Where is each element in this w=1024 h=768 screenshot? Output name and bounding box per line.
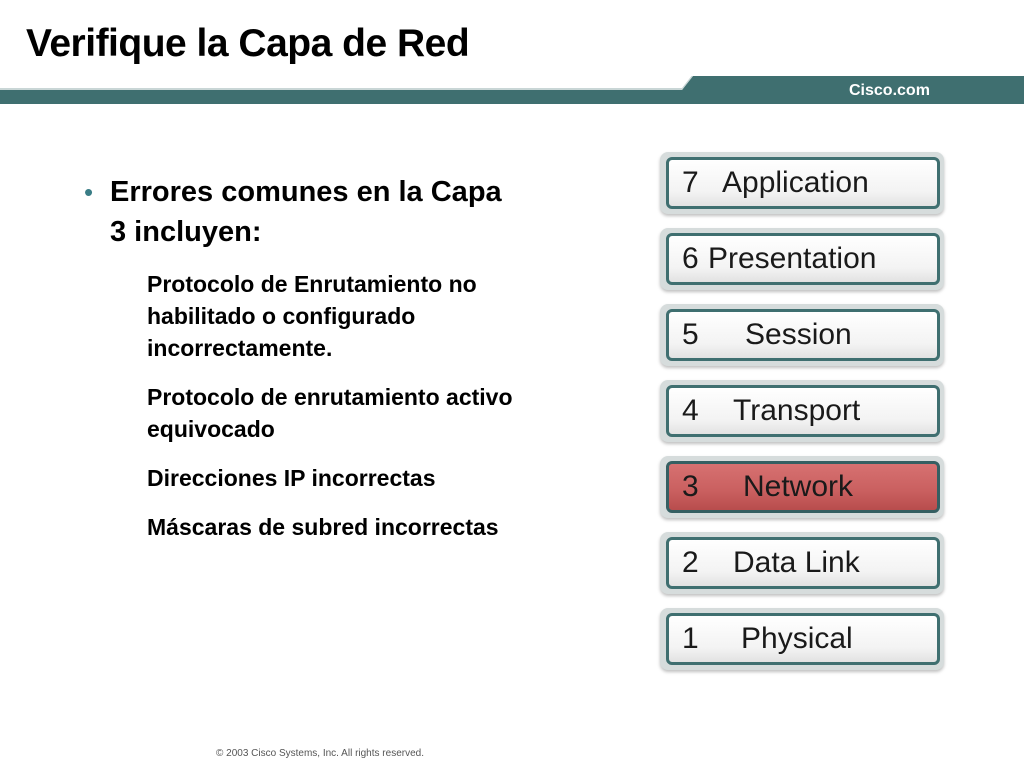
cisco-logo-text: Cisco.com bbox=[849, 82, 930, 99]
layer-name: Session bbox=[745, 318, 852, 351]
layer-name: Application bbox=[722, 166, 869, 199]
osi-layer-data-link bbox=[656, 528, 952, 598]
layer-name: Transport bbox=[733, 394, 861, 427]
layer-number: 1 bbox=[682, 622, 699, 655]
content-area bbox=[84, 172, 574, 560]
sub-bullet-item: Protocolo de enrutamiento activo equivocado bbox=[147, 384, 513, 442]
layer-name: Physical bbox=[741, 622, 853, 655]
layer-number: 5 bbox=[682, 318, 699, 351]
osi-layer-application bbox=[656, 148, 952, 218]
osi-layer-presentation bbox=[656, 224, 952, 294]
main-bullet-text: Errores comunes en la Capa 3 incluyen: bbox=[110, 176, 502, 248]
main-bullet bbox=[84, 172, 574, 252]
layer-number: 7 bbox=[682, 166, 699, 199]
layer-number: 6 bbox=[682, 242, 699, 275]
osi-layer-transport bbox=[656, 376, 952, 446]
osi-layer-session bbox=[656, 300, 952, 370]
layer-number: 3 bbox=[682, 470, 699, 503]
bullet-dot-icon: • bbox=[84, 177, 94, 207]
sub-bullet-item: Direcciones IP incorrectas bbox=[147, 465, 436, 491]
osi-layer-network bbox=[656, 452, 952, 522]
layer-number: 2 bbox=[682, 546, 699, 579]
layer-name: Data Link bbox=[733, 546, 860, 579]
osi-layer-physical bbox=[656, 604, 952, 674]
sub-bullet-list bbox=[147, 268, 574, 543]
osi-model-stack bbox=[656, 148, 952, 688]
sub-bullet-item: Máscaras de subred incorrectas bbox=[147, 514, 499, 540]
copyright-footer: © 2003 Cisco Systems, Inc. All rights reserved. bbox=[215, 748, 424, 759]
layer-number: 4 bbox=[682, 394, 699, 427]
sub-bullet-item: Protocolo de Enrutamiento no habilitado o configurado incorrectamente. bbox=[147, 271, 477, 361]
layer-name: Network bbox=[743, 470, 854, 503]
slide-title: Verifique la Capa de Red bbox=[26, 22, 470, 65]
layer-name: Presentation bbox=[708, 242, 877, 275]
